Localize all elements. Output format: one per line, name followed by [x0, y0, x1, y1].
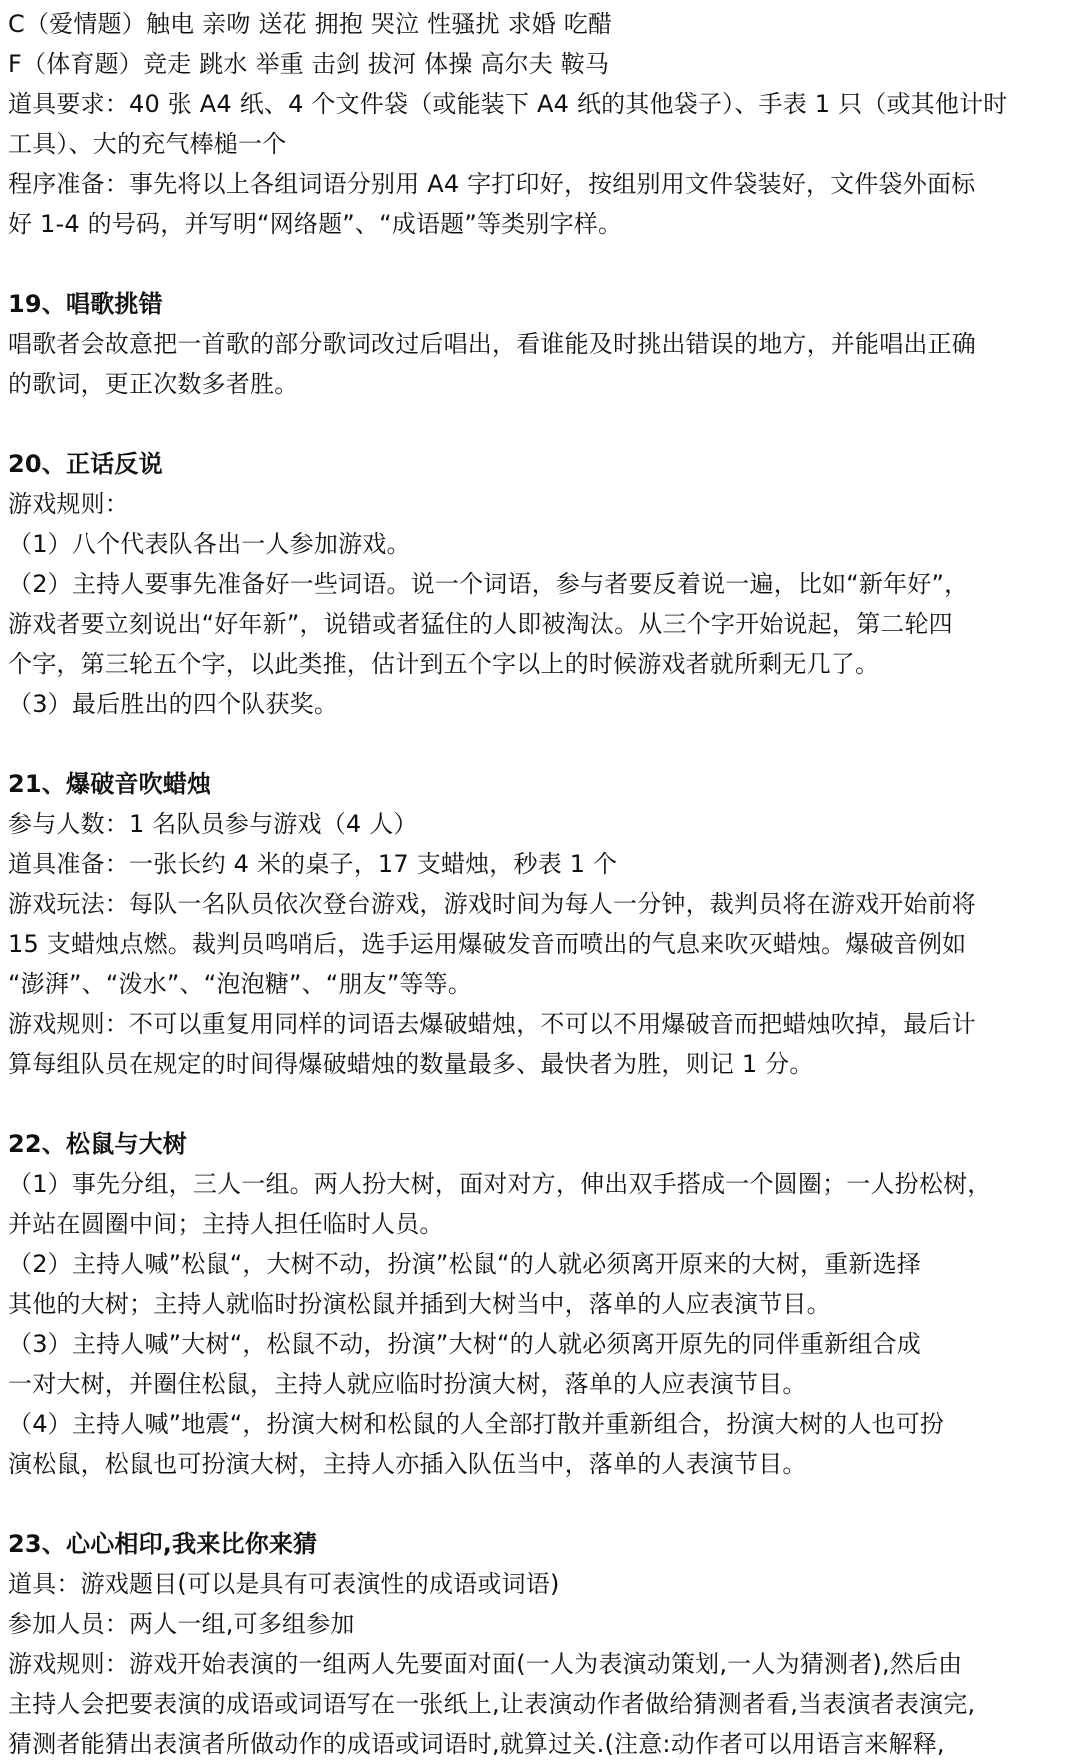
section-20-rule-2-line-1: （2）主持人要事先准备好一些词语。说一个词语，参与者要反着说一遍，比如“新年好”， — [8, 570, 969, 598]
paragraph-spacer — [8, 1484, 1072, 1524]
paragraph-spacer — [8, 1084, 1072, 1124]
section-20-rule-3: （3）最后胜出的四个队获奖。 — [8, 690, 339, 718]
section-22-step-4-line-2: 演松鼠，松鼠也可扮演大树，主持人亦插入队伍当中，落单的人表演节目。 — [8, 1450, 807, 1478]
props-requirement-line-2: 工具）、大的充气棒槌一个 — [8, 130, 287, 158]
section-21-participants: 参与人数：1 名队员参与游戏（4 人） — [8, 810, 418, 838]
section-22-step-2-line-1: （2）主持人喊”松鼠“，大树不动，扮演”松鼠“的人就必须离开原来的大树，重新选择 — [8, 1250, 922, 1278]
section-20-rule-1: （1）八个代表队各出一人参加游戏。 — [8, 530, 411, 558]
section-23-props: 道具：游戏题目(可以是具有可表演性的成语或词语) — [8, 1570, 560, 1598]
section-22-step-4-line-1: （4）主持人喊”地震“，扮演大树和松鼠的人全部打散并重新组合，扮演大树的人也可扮 — [8, 1410, 945, 1438]
paragraph-spacer — [8, 244, 1072, 284]
section-23-participants: 参加人员：两人一组,可多组参加 — [8, 1610, 355, 1638]
section-21-gameplay-line-1: 游戏玩法：每队一名队员依次登台游戏，游戏时间为每人一分钟，裁判员将在游戏开始前将 — [8, 890, 976, 918]
props-requirement-line-1: 道具要求：40 张 A4 纸、4 个文件袋（或能装下 A4 纸的其他袋子）、手表 1 只（或其他计时 — [8, 90, 1008, 118]
section-22-step-3-line-1: （3）主持人喊”大树“，松鼠不动，扮演”大树“的人就必须离开原先的同伴重新组合成 — [8, 1330, 922, 1358]
section-22-step-1-line-1: （1）事先分组，三人一组。两人扮大树，面对对方，伸出双手搭成一个圆圈；一人扮松树， — [8, 1170, 992, 1198]
preparation-line-2: 好 1-4 的号码，并写明“网络题”、“成语题”等类别字样。 — [8, 210, 623, 238]
section-heading-22: 22、松鼠与大树 — [8, 1130, 187, 1158]
section-21-rules-line-1: 游戏规则：不可以重复用同样的词语去爆破蜡烛，不可以不用爆破音而把蜡烛吹掉，最后计 — [8, 1010, 976, 1038]
section-23-rules-line-2: 主持人会把要表演的成语或词语写在一张纸上,让表演动作者做给猜测者看,当表演者表演完, — [8, 1690, 976, 1718]
paragraph-spacer — [8, 404, 1072, 444]
section-23-rules-line-1: 游戏规则：游戏开始表演的一组两人先要面对面(一人为表演动策划,一人为猜测者),然后由 — [8, 1650, 963, 1678]
section-21-gameplay-line-2: 15 支蜡烛点燃。裁判员鸣哨后，选手运用爆破发音而喷出的气息来吹灭蜡烛。爆破音例如 — [8, 930, 967, 958]
section-heading-20: 20、正话反说 — [8, 450, 163, 478]
section-23-rules-line-3: 猜测者能猜出表演者所做动作的成语或词语时,就算过关.(注意:动作者可以用语言来解释, — [8, 1730, 945, 1758]
paragraph-spacer — [8, 724, 1072, 764]
section-19-line-2: 的歌词，更正次数多者胜。 — [8, 370, 299, 398]
preparation-line-1: 程序准备：事先将以上各组词语分别用 A4 字打印好，按组别用文件袋装好，文件袋外面标 — [8, 170, 976, 198]
section-heading-23: 23、心心相印,我来比你来猜 — [8, 1530, 318, 1558]
section-20-rules-label: 游戏规则： — [8, 490, 129, 518]
section-22-step-2-line-2: 其他的大树；主持人就临时扮演松鼠并插到大树当中，落单的人应表演节目。 — [8, 1290, 831, 1318]
category-love-line: C（爱情题）触电 亲吻 送花 拥抱 哭泣 性骚扰 求婚 吃醋 — [8, 10, 613, 38]
section-20-rule-2-line-3: 个字，第三轮五个字，以此类推，估计到五个字以上的时候游戏者就所剩无几了。 — [8, 650, 880, 678]
section-19-line-1: 唱歌者会故意把一首歌的部分歌词改过后唱出，看谁能及时挑出错误的地方，并能唱出正确 — [8, 330, 976, 358]
section-22-step-1-line-2: 并站在圆圈中间；主持人担任临时人员。 — [8, 1210, 444, 1238]
section-20-rule-2-line-2: 游戏者要立刻说出“好年新”，说错或者猛住的人即被淘汰。从三个字开始说起，第二轮四 — [8, 610, 953, 638]
section-21-props: 道具准备：一张长约 4 米的桌子，17 支蜡烛，秒表 1 个 — [8, 850, 618, 878]
section-21-rules-line-2: 算每组队员在规定的时间得爆破蜡烛的数量最多、最快者为胜，则记 1 分。 — [8, 1050, 814, 1078]
category-sports-line: F（体育题）竞走 跳水 举重 击剑 拔河 体操 高尔夫 鞍马 — [8, 50, 610, 78]
section-heading-19: 19、唱歌挑错 — [8, 290, 163, 318]
section-heading-21: 21、爆破音吹蜡烛 — [8, 770, 212, 798]
section-22-step-3-line-2: 一对大树，并圈住松鼠，主持人就应临时扮演大树，落单的人应表演节目。 — [8, 1370, 807, 1398]
section-21-gameplay-line-3: “澎湃”、“泼水”、“泡泡糖”、“朋友”等等。 — [8, 970, 473, 998]
